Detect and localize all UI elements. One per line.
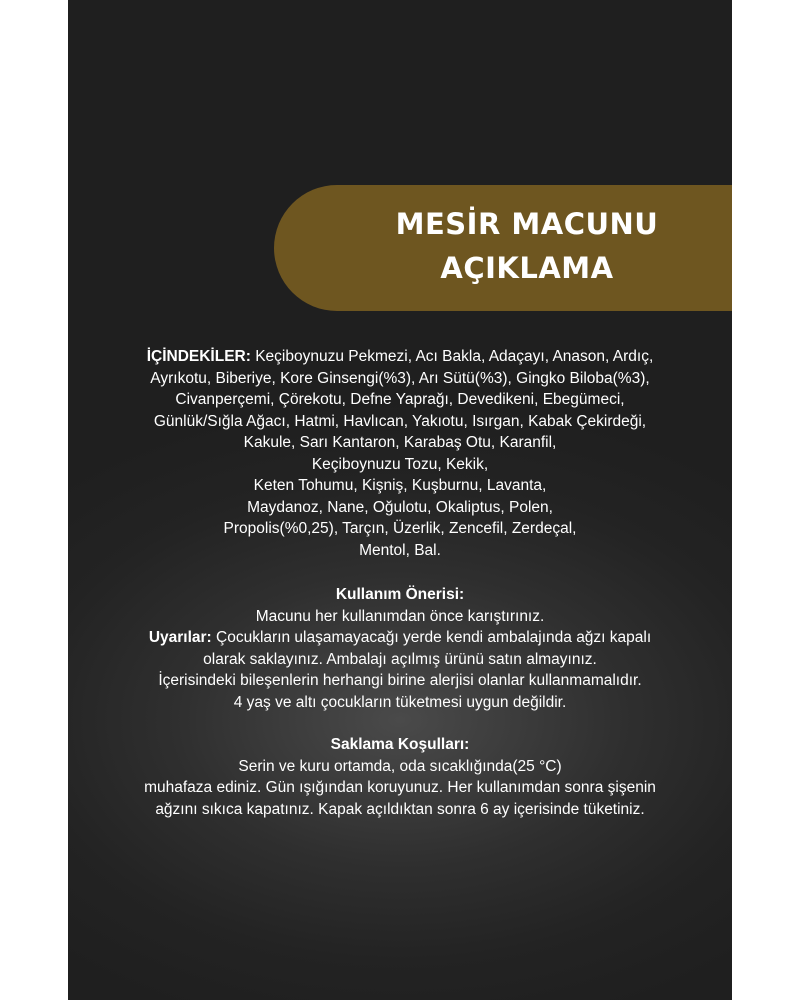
description-content [68,346,732,820]
storage-line: ağzını sıkıca kapatınız. Kapak açıldıktan sonra 6 ay içerisinde tüketiniz. [155,800,645,818]
warnings-first-line [68,627,732,649]
warnings-section [68,627,732,713]
usage-heading: Kullanım Önerisi: [335,586,465,603]
ingredients-line: Günlük/Sığla Ağacı, Hatmi, Havlıcan, Yakıotu, Isırgan, Kabak Çekirdeği, [153,412,647,430]
title-line-1: MESİR MACUNU [395,207,659,241]
ingredients-section [68,346,732,561]
ingredients-line: Civanperçemi, Çörekotu, Defne Yaprağı, Devedikeni, Ebegümeci, [175,391,625,408]
storage-line: muhafaza ediniz. Gün ışığından koruyunuz. Her kullanımdan sonra şişenin [144,779,656,796]
usage-section [68,584,732,627]
warnings-line: olarak saklayınız. Ambalajı açılmış ürünü satın almayınız. [203,650,597,668]
ingredients-text: Keçiboynuzu Pekmezi, Acı Bakla, Adaçayı, Anason, Ardıç, [250,348,654,365]
storage-heading: Saklama Koşulları: [330,736,470,753]
ingredients-line: Ayrıkotu, Biberiye, Kore Ginsengi(%3), Arı Sütü(%3), Gingko Biloba(%3), [150,369,650,387]
ingredients-line: Propolis(%0,25), Tarçın, Üzerlik, Zencefil, Zerdeçal, [223,520,577,537]
ingredients-line: Maydanoz, Nane, Oğulotu, Okaliptus, Polen, [247,498,553,516]
ingredients-first-line [68,346,732,368]
warnings-label: Uyarılar: [148,629,212,646]
storage-line: Serin ve kuru ortamda, oda sıcaklığında(25 °C) [238,757,562,775]
title-badge [274,185,732,311]
product-info-panel [68,0,732,1000]
warnings-line: 4 yaş ve altı çocukların tüketmesi uygun değildir. [233,693,567,711]
warnings-line: İçerisindeki bileşenlerin herhangi birine alerjisi olanlar kullanmamalıdır. [158,672,642,689]
spacer [68,713,732,734]
title-line-2: AÇIKLAMA [440,251,614,285]
spacer [68,561,732,584]
warnings-text: Çocukların ulaşamayacağı yerde kendi ambalajında ağzı kapalı [211,629,652,646]
ingredients-line: Mentol, Bal. [359,541,441,559]
storage-section [68,734,732,820]
usage-text: Macunu her kullanımdan önce karıştırınız. [255,607,545,625]
ingredients-label: İÇİNDEKİLER: [146,348,251,365]
ingredients-line: Kakule, Sarı Kantaron, Karabaş Otu, Karanfil, [243,434,557,451]
ingredients-line: Keçiboynuzu Tozu, Kekik, [311,455,489,473]
ingredients-line: Keten Tohumu, Kişniş, Kuşburnu, Lavanta, [253,477,547,494]
